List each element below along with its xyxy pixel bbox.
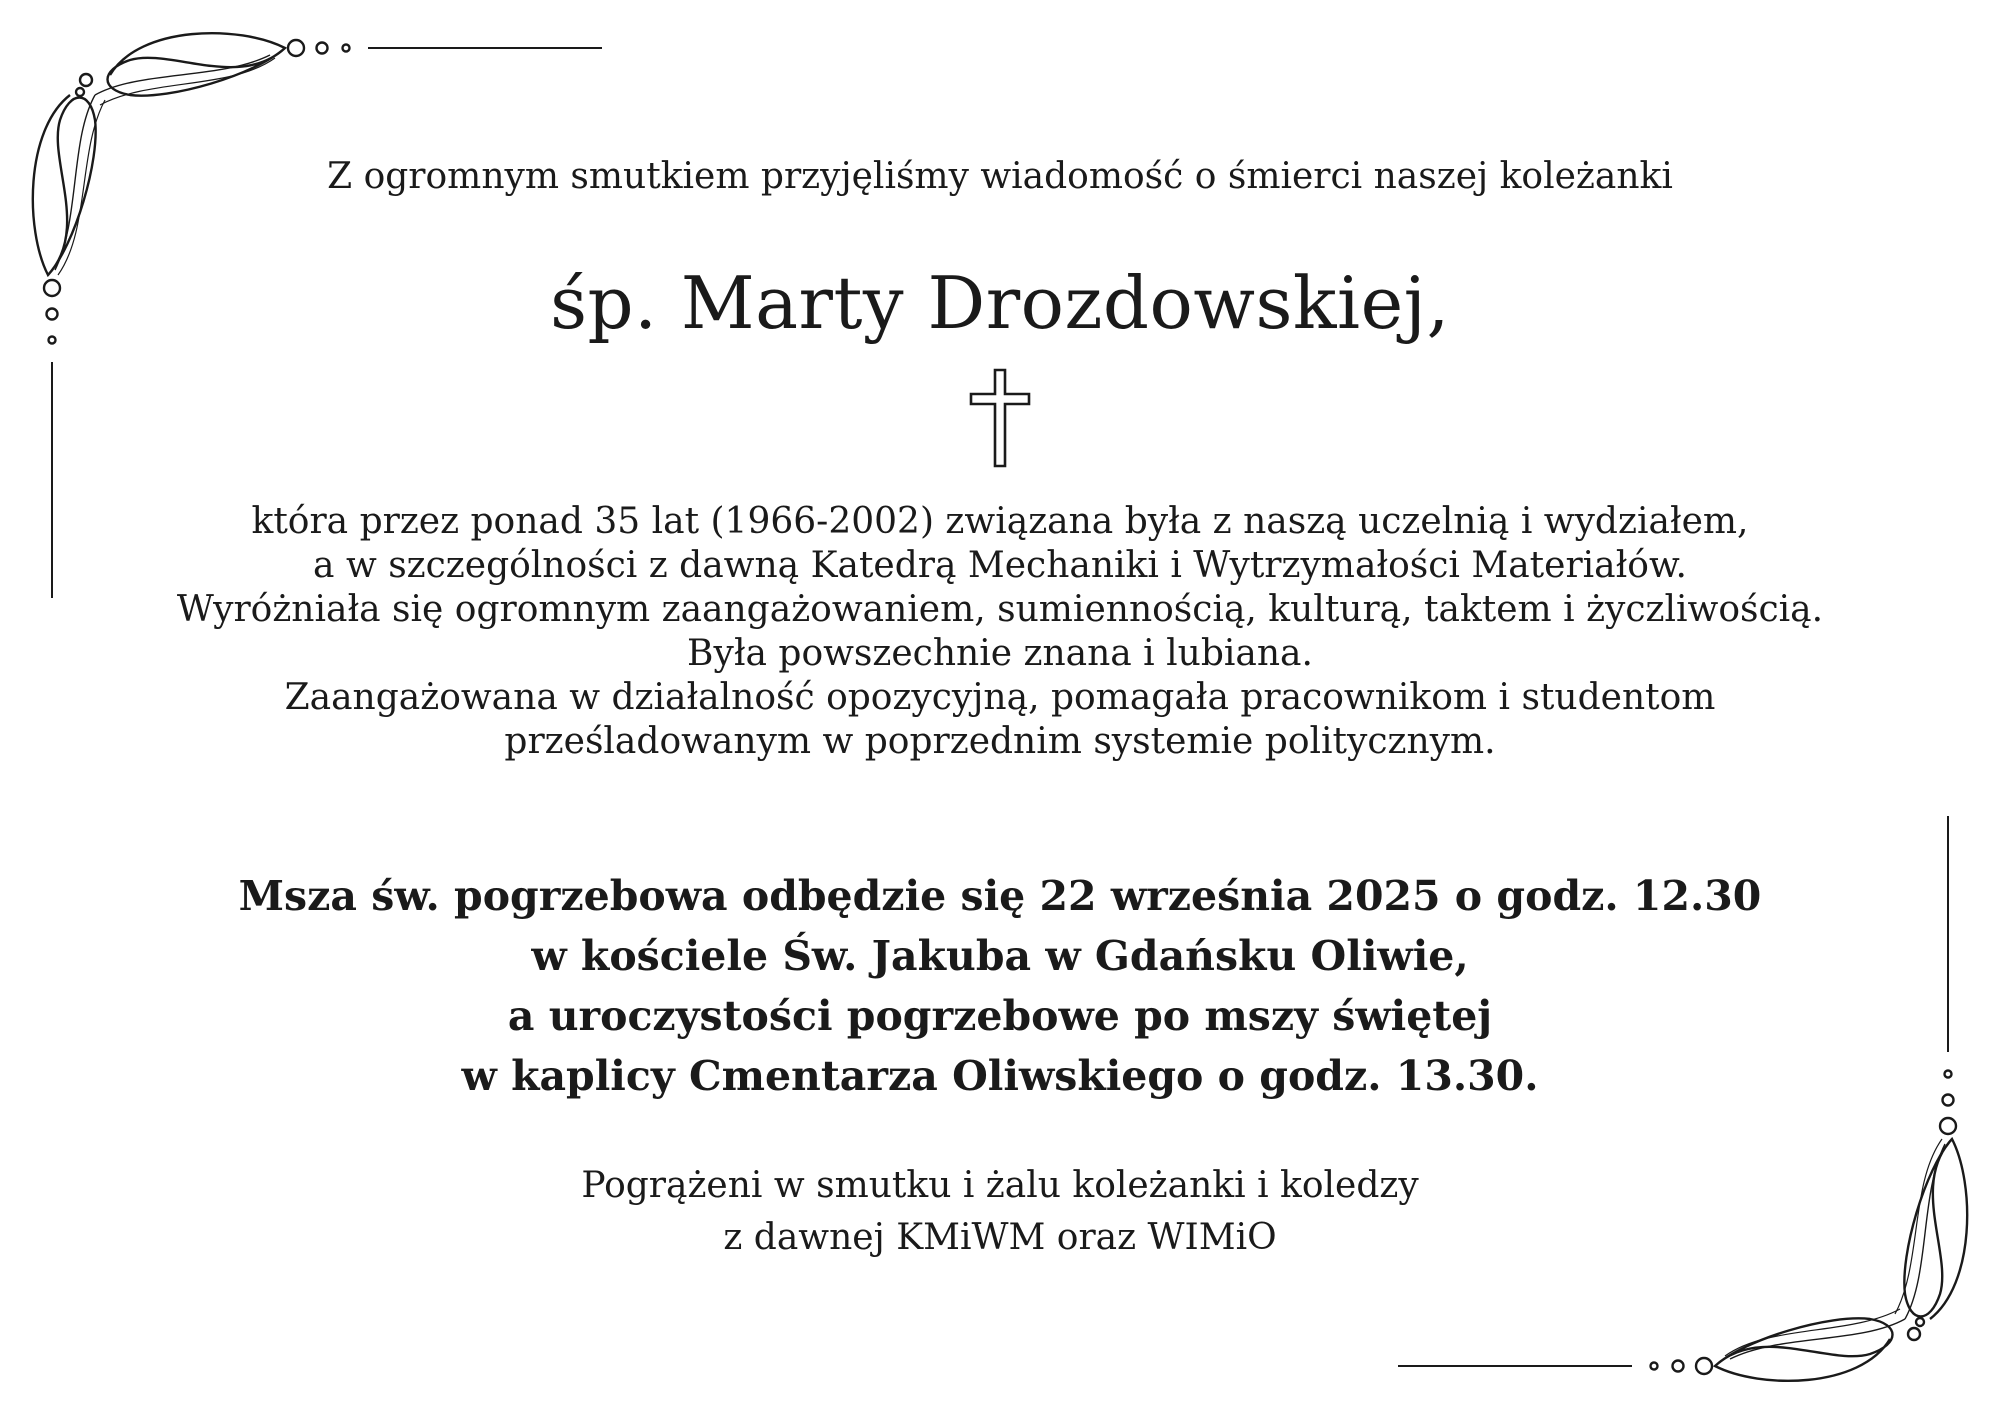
deceased-name-text: śp. Marty Drozdowskiej, bbox=[550, 261, 1450, 345]
intro-text bbox=[0, 152, 2000, 202]
funeral-line: w kaplicy Cmentarza Oliwskiego o godz. 13.30. bbox=[461, 1052, 1539, 1100]
funeral-line: w kościele Św. Jakuba w Gdańsku Oliwie, bbox=[531, 932, 1469, 980]
closing-line: Pogrążeni w smutku i żalu koleżanki i koledzy bbox=[581, 1165, 1419, 1206]
funeral-line: a uroczystości pogrzebowe po mszy świętej bbox=[507, 992, 1493, 1040]
closing-line: z dawnej KMiWM oraz WIMiO bbox=[723, 1217, 1277, 1258]
cross-icon bbox=[968, 368, 1032, 468]
bio-line: Zaangażowana w działalność opozycyjną, pomagała pracownikom i studentom bbox=[284, 677, 1716, 718]
bio-line: która przez ponad 35 lat (1966-2002) związana była z naszą uczelnią i wydziałem, bbox=[251, 501, 1749, 542]
biography bbox=[0, 500, 2000, 764]
bio-line: a w szczególności z dawną Katedrą Mechaniki i Wytrzymałości Materiałów. bbox=[313, 545, 1687, 586]
closing-signature bbox=[0, 1160, 2000, 1264]
deceased-name bbox=[0, 258, 2000, 348]
funeral-line: Msza św. pogrzebowa odbędzie się 22 września 2025 o godz. 12.30 bbox=[238, 872, 1762, 920]
bio-line: Wyróżniała się ogromnym zaangażowaniem, sumiennością, kulturą, taktem i życzliwością. bbox=[176, 589, 1824, 630]
bio-line: prześladowanym w poprzednim systemie politycznym. bbox=[504, 721, 1496, 762]
bio-line: Była powszechnie znana i lubiana. bbox=[687, 633, 1313, 674]
intro-line: Z ogromnym smutkiem przyjęliśmy wiadomość o śmierci naszej koleżanki bbox=[327, 156, 1673, 197]
funeral-details bbox=[0, 866, 2000, 1106]
